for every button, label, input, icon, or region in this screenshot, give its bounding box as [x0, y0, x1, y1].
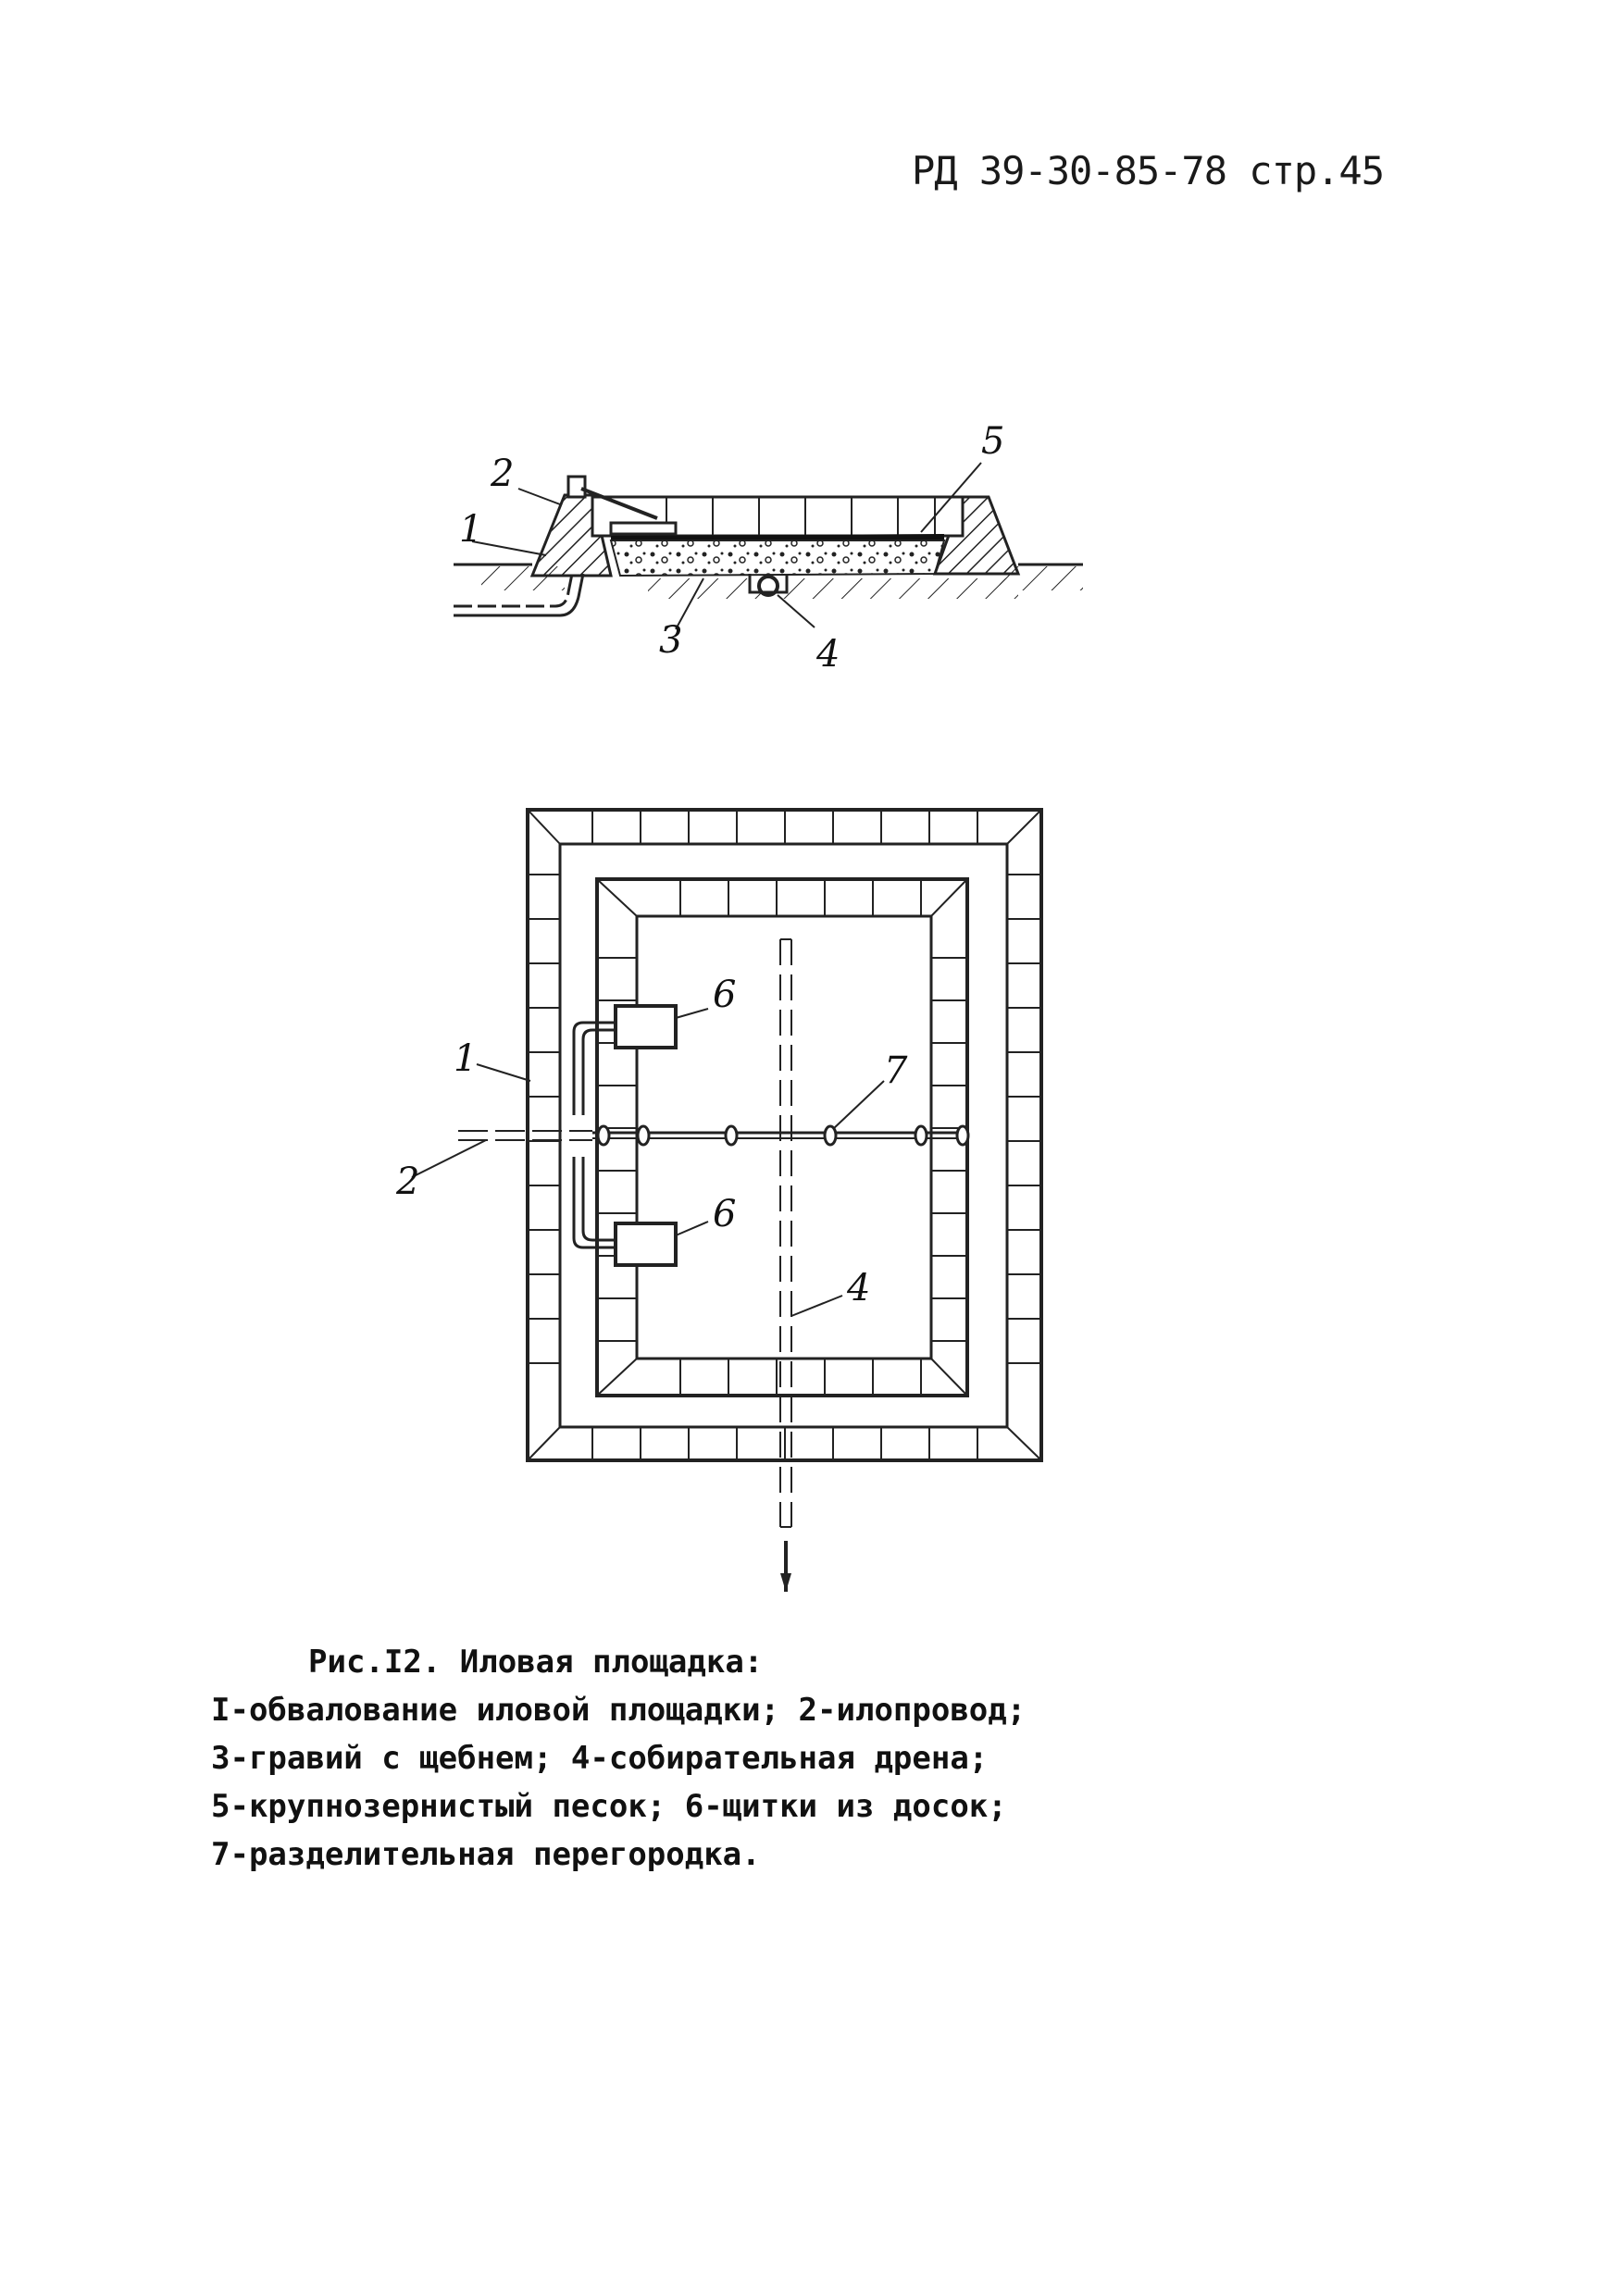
- plan-label-4: 4: [847, 1267, 871, 1309]
- plan-leader-2: [412, 1140, 486, 1177]
- leader-1: [472, 541, 546, 555]
- caption-line-1: I-обвалование иловой площадки; 2-илопровод;: [211, 1692, 1027, 1729]
- gravel-layer: [611, 540, 944, 576]
- plan-leader-1: [477, 1064, 530, 1081]
- plan-label-6a: 6: [713, 974, 737, 1016]
- plan-label-2: 2: [396, 1160, 420, 1203]
- section-label-1: 1: [459, 508, 483, 551]
- board-shield-lower: [574, 1157, 676, 1265]
- section-label-4: 4: [816, 633, 840, 676]
- figure-caption: [211, 1638, 1414, 1879]
- caption-line-2: 3-гравий с щебнем; 4-собирательная дрена;: [211, 1740, 989, 1777]
- section-label-2: 2: [491, 453, 515, 495]
- caption-line-4: 7-разделительная перегородка.: [211, 1836, 761, 1873]
- plan-leader-6a: [676, 1009, 708, 1018]
- plan-leader-4: [791, 1296, 842, 1316]
- leader-4: [778, 595, 815, 627]
- inlet-tray: [611, 523, 676, 534]
- section-mark: [780, 1541, 791, 1592]
- section-label-3: 3: [659, 619, 683, 662]
- caption-title: Рис.I2. Иловая площадка:: [308, 1644, 764, 1681]
- caption-line-3: 5-крупнозернистый песок; 6-щитки из досок;: [211, 1788, 1007, 1825]
- section-view: [454, 420, 1083, 676]
- plan-label-6b: 6: [713, 1193, 737, 1235]
- leader-2: [518, 489, 560, 504]
- sludge-pipe-plan: [458, 1131, 592, 1140]
- ground-hatch-mid: [648, 578, 1018, 599]
- plan-view: [395, 810, 1041, 1592]
- plan-label-1: 1: [454, 1037, 478, 1080]
- page-header: РД 39-30-85-78 стр.45: [912, 148, 1385, 193]
- plan-leader-6b: [676, 1222, 708, 1235]
- drain-strip: [611, 537, 944, 539]
- board-shield-upper: [574, 1006, 676, 1115]
- section-label-5: 5: [981, 420, 1005, 463]
- plan-leader-7: [833, 1081, 884, 1129]
- embankment-inner: [560, 844, 1007, 1427]
- plan-label-7: 7: [884, 1049, 908, 1092]
- inlet-post: [568, 477, 585, 497]
